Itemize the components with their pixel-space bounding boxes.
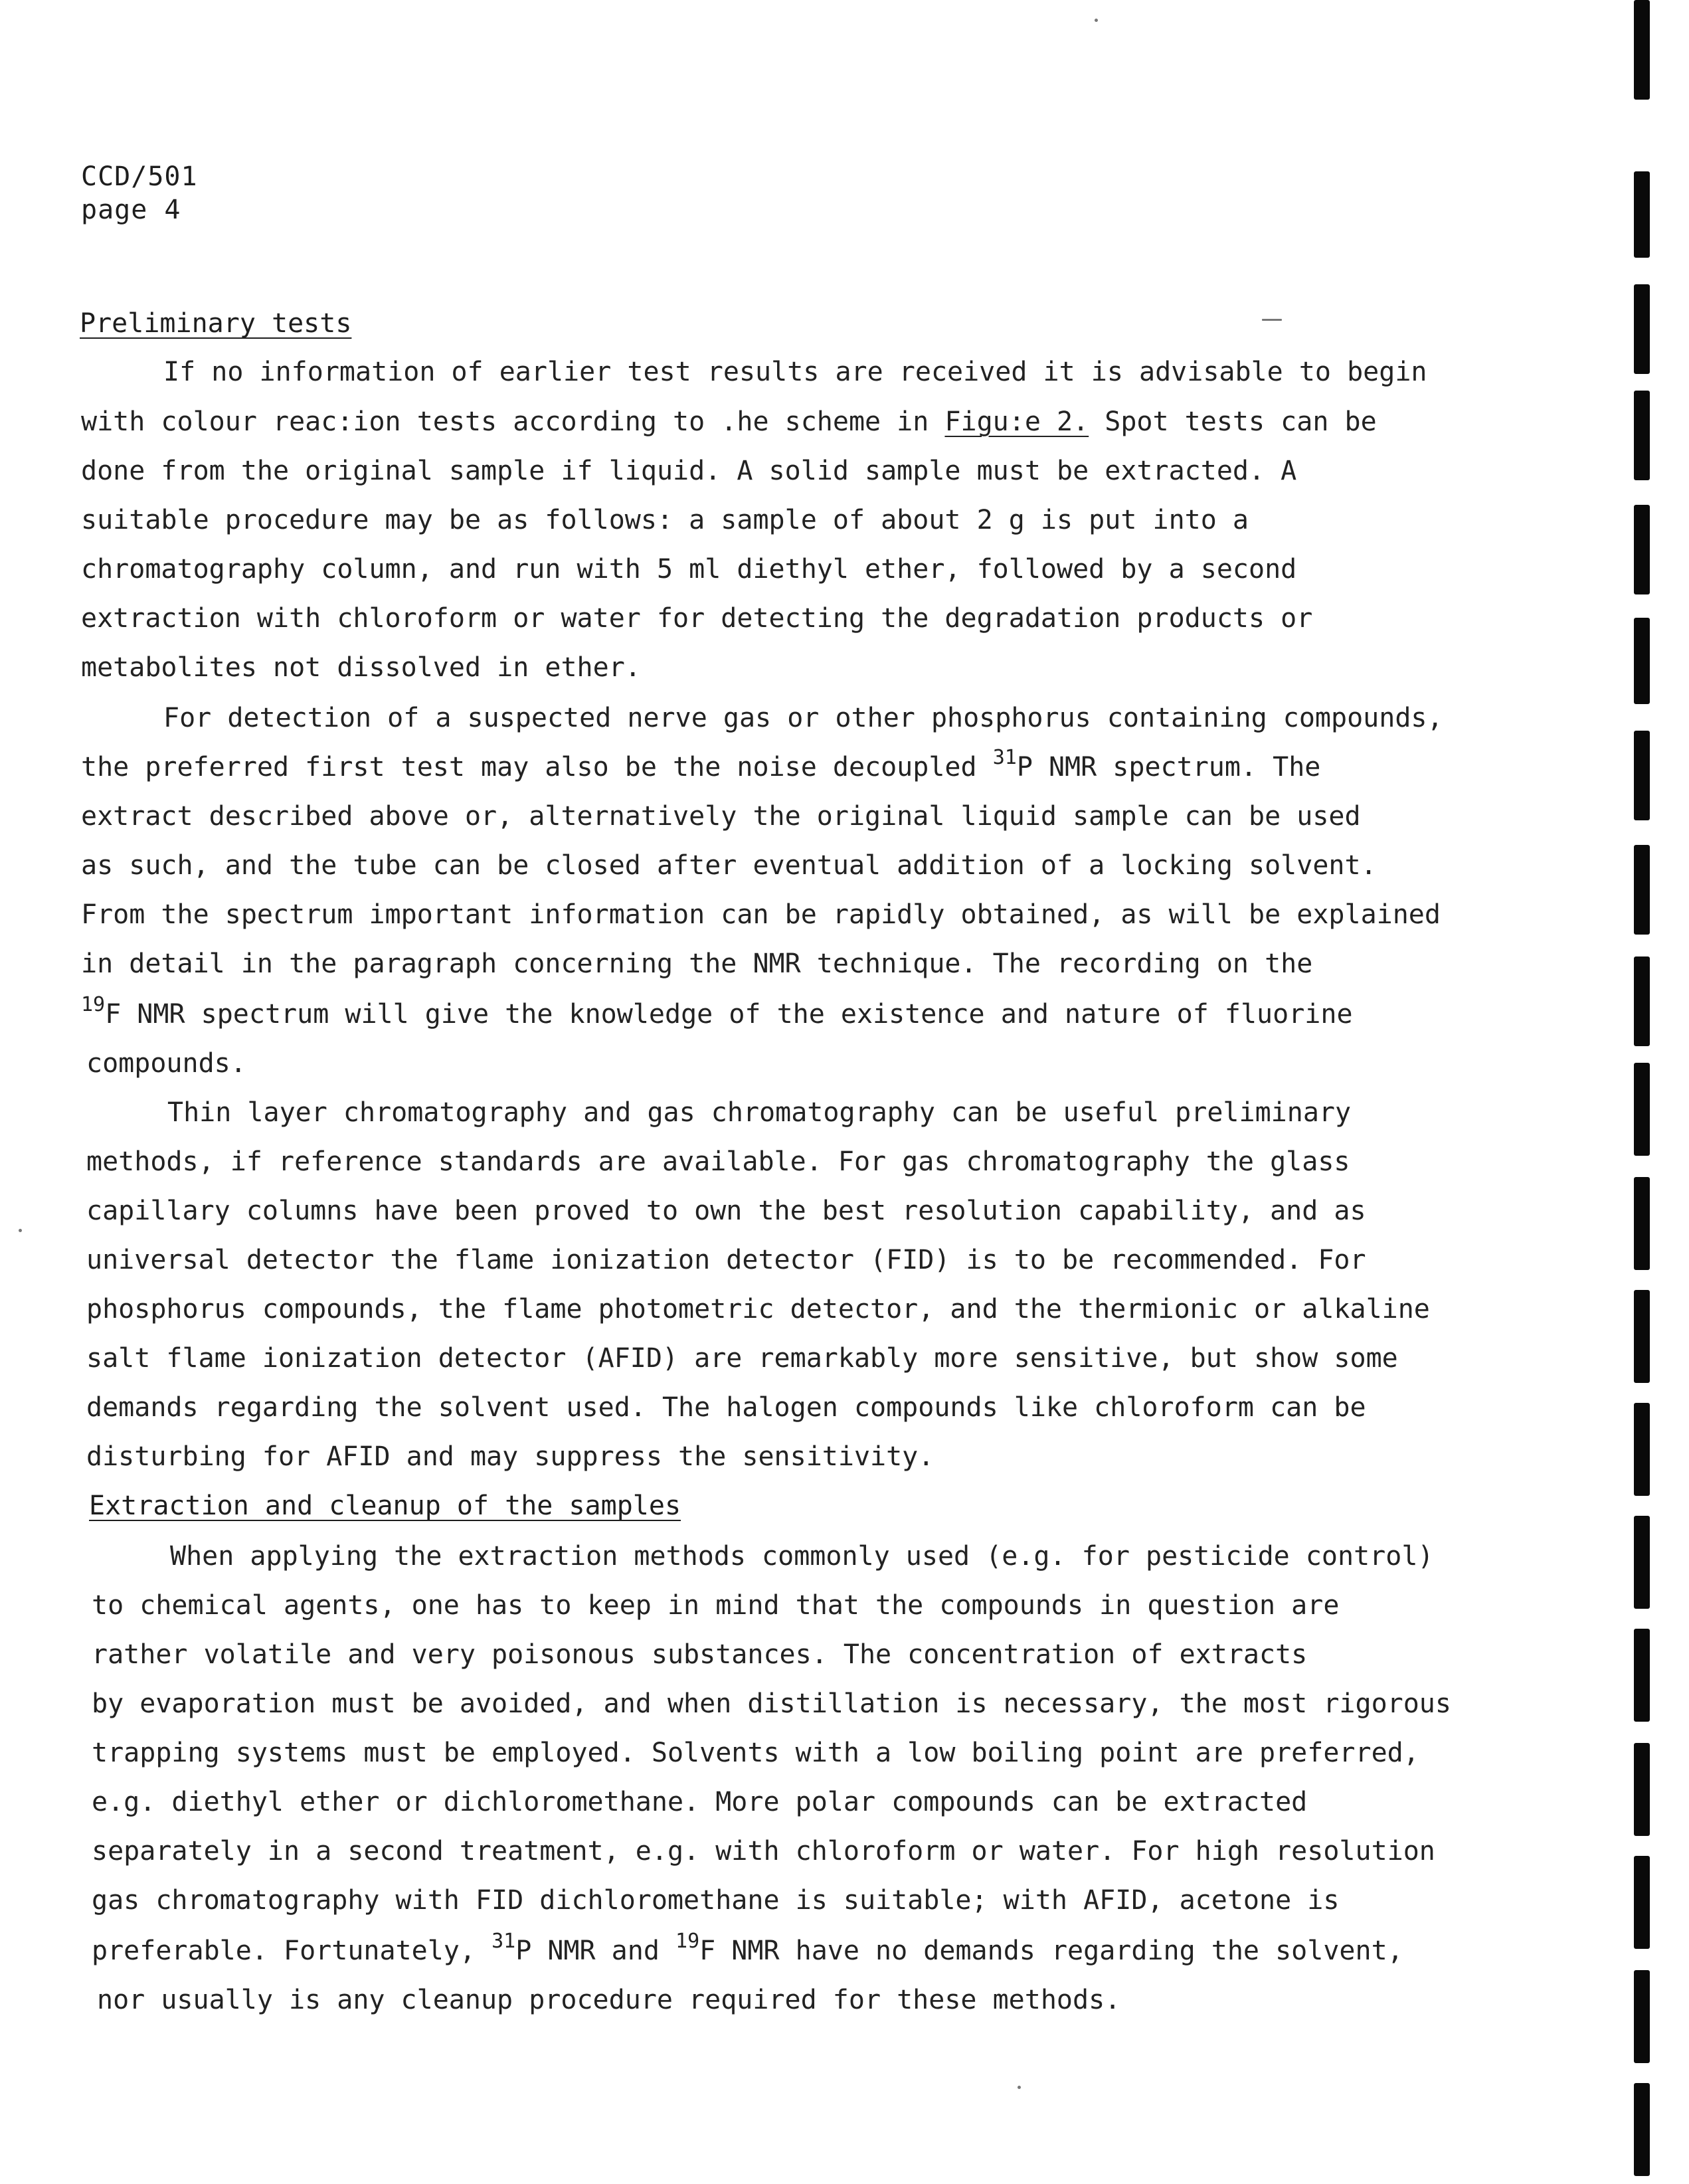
text-line: $^{19}$F NMR spectrum will give the knowledge of the existence and nature of fluorine [81,993,1353,1030]
binding-mark [1634,391,1650,480]
text-line: From the spectrum important information can be rapidly obtained, as will be explained [81,899,1441,930]
text-line: gas chromatography with FID dichloromethane is suitable; with AFID, acetone is [92,1885,1340,1916]
text-line: compounds. [86,1048,246,1079]
figure-reference: Figu:e 2. [944,407,1089,437]
text-line: e.g. diethyl ether or dichloromethane. More polar compounds can be extracted [92,1787,1308,1817]
text-line: nor usually is any cleanup procedure required for these methods. [97,1985,1121,2015]
text-line: preferable. Fortunately, $^{31}$P NMR and $^{19}$F NMR have no demands regarding the solvent, [92,1930,1403,1966]
binding-mark [1634,1516,1650,1609]
isotope-superscript: 31 [491,1930,516,1953]
text-line: demands regarding the solvent used. The halogen compounds like chloroform can be [86,1392,1366,1423]
section-heading-preliminary: Preliminary tests [80,308,352,339]
text-line: extraction with chloroform or water for detecting the degradation products or [81,603,1313,634]
text-line: capillary columns have been proved to own the best resolution capability, and as [86,1196,1366,1226]
text-line: methods, if reference standards are available. For gas chromatography the glass [86,1146,1350,1177]
text-line: trapping systems must be employed. Solvents with a low boiling point are preferred, [92,1738,1419,1768]
text-line: disturbing for AFID and may suppress the sensitivity. [86,1441,934,1472]
binding-mark [1634,284,1650,374]
binding-mark [1634,505,1650,594]
text-line: in detail in the paragraph concerning the NMR technique. The recording on the [81,949,1313,979]
text-line: phosphorus compounds, the flame photometric detector, and the thermionic or alkaline [86,1294,1430,1324]
text-line: suitable procedure may be as follows: a sample of about 2 g is put into a [81,505,1249,535]
text-line: metabolites not dissolved in ether. [81,652,641,683]
scan-speck [1018,2086,1021,2089]
text-line: salt flame ionization detector (AFID) are remarkably more sensitive, but show some [86,1343,1398,1374]
binding-mark [1634,2083,1650,2176]
isotope-superscript: 19 [675,1930,700,1953]
text-line: separately in a second treatment, e.g. with chloroform or water. For high resolution [92,1836,1435,1866]
binding-mark [1634,1063,1650,1156]
binding-mark [1634,1403,1650,1496]
scan-speck [1095,19,1098,22]
text-line: universal detector the flame ionization detector (FID) is to be recommended. For [86,1245,1366,1275]
text-line: When applying the extraction methods commonly used (e.g. for pesticide control) [170,1541,1434,1572]
binding-mark [1634,618,1650,704]
text-line: If no information of earlier test results are received it is advisable to begin [163,357,1427,387]
binding-edge [1634,0,1660,2184]
isotope-superscript: 19 [81,993,106,1016]
section-heading-extraction: Extraction and cleanup of the samples [89,1491,681,1521]
page-number: page 4 [81,195,181,225]
text-line: with colour reac:ion tests according to .he scheme in Figu:e 2. Spot tests can be [81,407,1377,437]
text-line: the preferred first test may also be the noise decoupled $^{31}$P NMR spectrum. The [81,746,1321,782]
document-id: CCD/501 [81,161,198,192]
binding-mark [1634,956,1650,1046]
text-line: by evaporation must be avoided, and when distillation is necessary, the most rigorous [92,1688,1451,1719]
binding-mark [1634,1290,1650,1383]
binding-mark [1634,1743,1650,1836]
binding-mark [1634,845,1650,935]
text-line: For detection of a suspected nerve gas or other phosphorus containing compounds, [163,703,1443,733]
text-line: Thin layer chromatography and gas chromatography can be useful preliminary [167,1097,1352,1128]
binding-mark [1634,731,1650,820]
binding-mark [1634,1177,1650,1270]
binding-mark [1634,1629,1650,1722]
text-line: rather volatile and very poisonous substances. The concentration of extracts [92,1639,1308,1670]
binding-mark [1634,171,1650,258]
text-line: to chemical agents, one has to keep in mind that the compounds in question are [92,1590,1340,1621]
scan-speck [1262,319,1282,321]
text-line: done from the original sample if liquid. A solid sample must be extracted. A [81,456,1297,486]
binding-mark [1634,0,1650,100]
text-line: chromatography column, and run with 5 ml diethyl ether, followed by a second [81,554,1297,585]
text-line: extract described above or, alternatively the original liquid sample can be used [81,801,1361,832]
binding-mark [1634,1970,1650,2063]
text-line: as such, and the tube can be closed after eventual addition of a locking solvent. [81,850,1377,881]
isotope-superscript: 31 [992,746,1017,769]
scan-speck [19,1229,22,1232]
binding-mark [1634,1856,1650,1949]
